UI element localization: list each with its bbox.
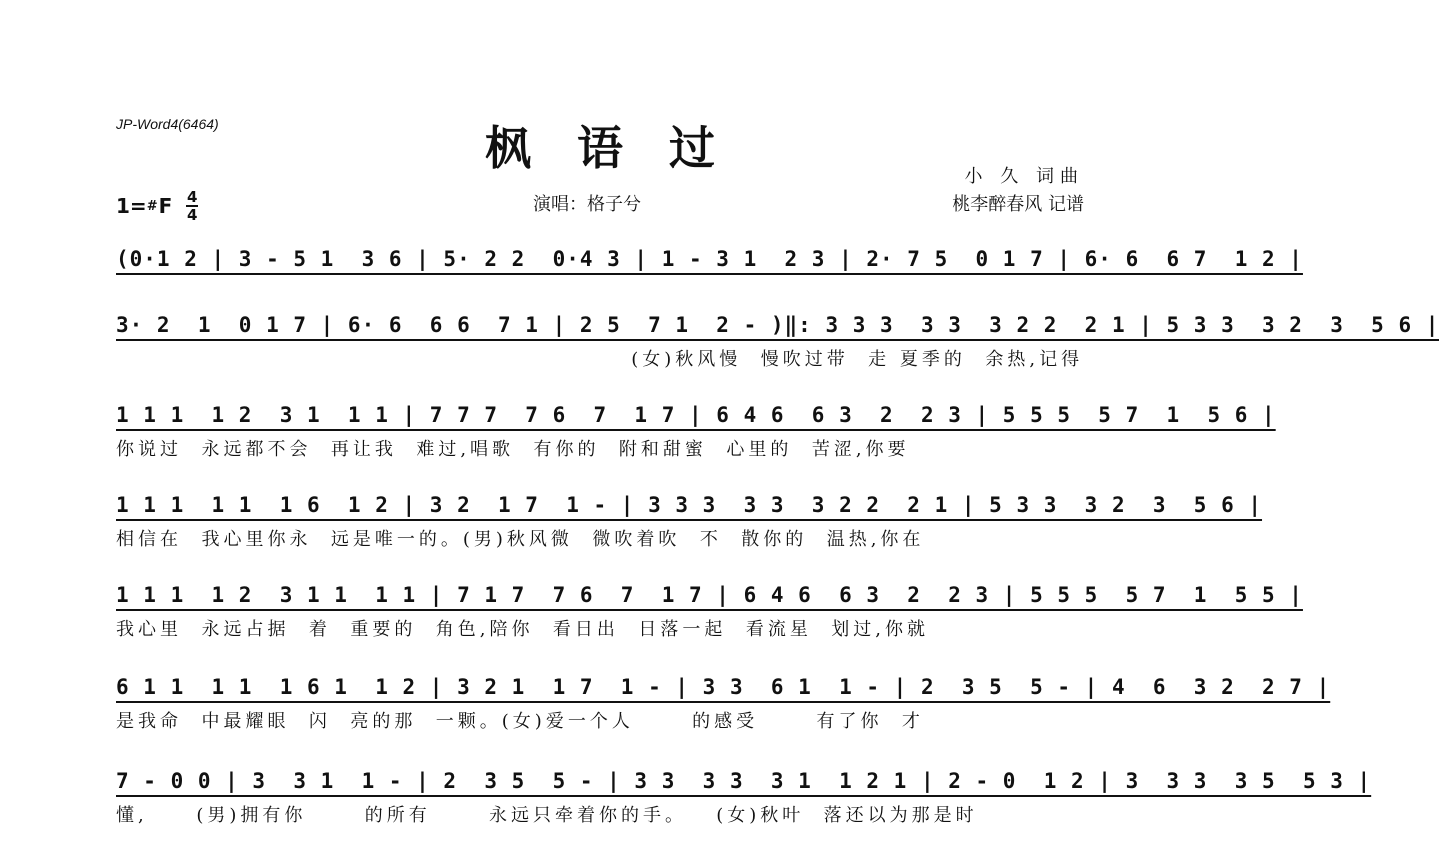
notes-line: 1 1 1 1 1 1 6 1 2 | 3 2 1 7 1 - | 3 3 3 3 3 3 2 2 2 1 | 5 3 3 3 2 3 5 6 | <box>116 493 1263 517</box>
key-signature <box>116 190 198 222</box>
score-line-5 <box>116 580 1303 642</box>
time-numerator: 4 <box>187 188 198 206</box>
notes-line: 6 1 1 1 1 1 6 1 1 2 | 3 2 1 1 7 1 - | 3 3 6 1 1 - | 2 3 5 5 - | 4 6 3 2 2 7 | <box>116 675 1331 699</box>
score-line-3 <box>116 400 1276 462</box>
credit-lyrics-music: 小 久 词曲 <box>964 166 1084 187</box>
notes-line: 7 - 0 0 | 3 3 1 1 - | 2 3 5 5 - | 3 3 3 3 3 1 1 2 1 | 2 - 0 1 2 | 3 3 3 3 5 5 3 | <box>116 769 1372 793</box>
time-denominator: 4 <box>187 206 198 224</box>
notes-line: 3· 2 1 0 1 7 | 6· 6 6 6 7 1 | 2 5 7 1 2 - )‖: 3 3 3 3 3 3 2 2 2 1 | 5 3 3 3 2 3 5 6 | <box>116 313 1439 337</box>
time-signature <box>186 190 198 222</box>
lyrics-line: 我心里 永远占据 着 重要的 角色,陪你 看日出 日落一起 看流星 划过,你就 <box>116 619 929 640</box>
lyrics-line: 是我命 中最耀眼 闪 亮的那 一颗。(女)爱一个人 的感受 有了你 才 <box>116 711 924 732</box>
score-line-6 <box>116 672 1331 734</box>
lyrics-line: 你说过 永远都不会 再让我 难过,唱歌 有你的 附和甜蜜 心里的 苦涩,你要 <box>116 439 910 460</box>
score-line-7 <box>116 766 1372 828</box>
notes-line: (0·1 2 | 3 - 5 1 3 6 | 5· 2 2 0·4 3 | 1 - 3 1 2 3 | 2· 7 5 0 1 7 | 6· 6 6 7 1 2 | <box>116 247 1303 271</box>
lyrics-line: 懂, (男)拥有你 的所有 永远只牵着你的手。 (女)秋叶 落还以为那是时 <box>116 805 978 826</box>
key-note: F <box>158 194 173 218</box>
credit-transcriber: 桃李醉春风 记谱 <box>952 194 1084 215</box>
sharp-sign: # <box>146 198 158 214</box>
lyrics-line: 相信在 我心里你永 远是唯一的。(男)秋风微 微吹着吹 不 散你的 温热,你在 <box>116 529 925 550</box>
song-title: 枫语过 <box>485 121 761 175</box>
key-label: 1= <box>116 194 147 218</box>
score-line-1 <box>116 244 1303 274</box>
singer: 演唱：格子兮 <box>533 194 641 215</box>
notes-line: 1 1 1 1 2 3 1 1 1 | 7 7 7 7 6 7 1 7 | 6 4 6 6 3 2 2 3 | 5 5 5 5 7 1 5 6 | <box>116 403 1276 427</box>
score-line-4 <box>116 490 1263 552</box>
score-line-2 <box>116 310 1439 372</box>
software-tag: JP-Word4(6464) <box>116 116 219 132</box>
notes-line: 1 1 1 1 2 3 1 1 1 1 | 7 1 7 7 6 7 1 7 | 6 4 6 6 3 2 2 3 | 5 5 5 5 7 1 5 5 | <box>116 583 1303 607</box>
lyrics-line: (女)秋风慢 慢吹过带 走 夏季的 余热,记得 <box>116 349 1084 370</box>
